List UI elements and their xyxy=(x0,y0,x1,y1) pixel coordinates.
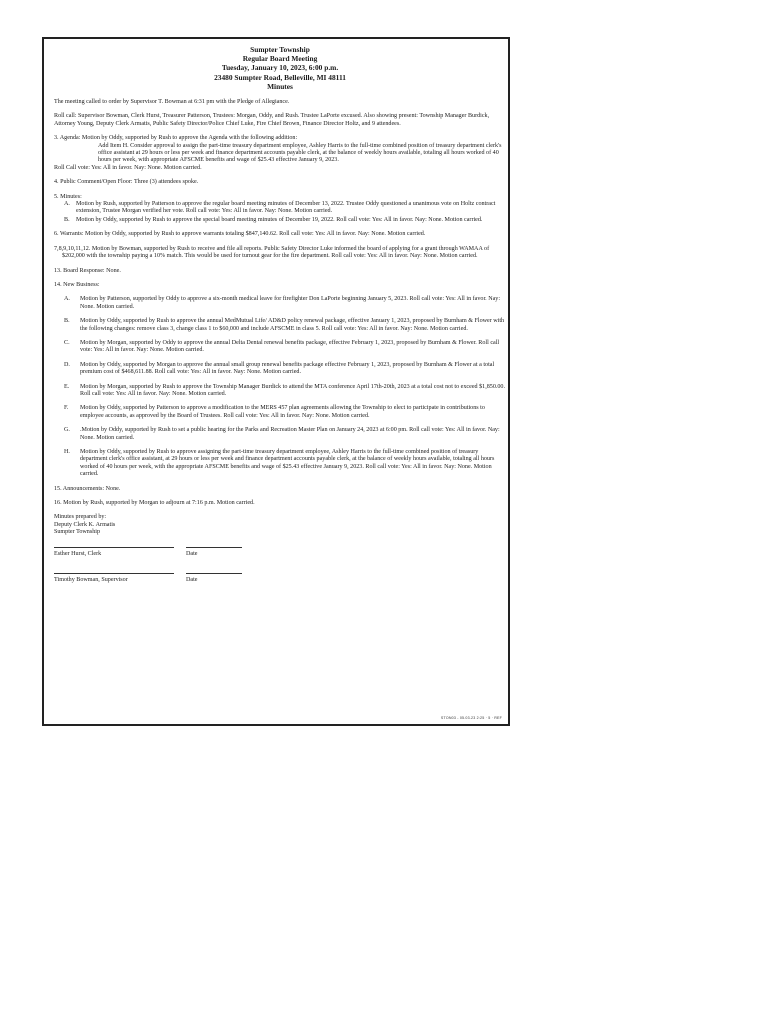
new-business-item-letter: D. xyxy=(64,361,70,368)
new-business-item-text: Motion by Oddy, supported by Rush to approve assigning the part-time treasury department employee, Ashley Harris to the full-time combined position of treasury department clerk's office assistant, at 29 hours or less per week and finance department accounts payable clerk, at the balance of weekly hours available, totaling all hours worked of 40 hours per week, with the appropriate AFSCME benefits and wage of $25.43 effective January 9, 2023. Roll call vote: Yes: All in favor. Nay: None. Motion carried. xyxy=(80,449,495,478)
prepared-by-name: Deputy Clerk K. Armatis xyxy=(54,521,116,528)
public-comment: 4. Public Comment/Open Floor: Three (3) attendees spoke. xyxy=(54,179,199,186)
new-business-item xyxy=(54,384,506,399)
new-business-item-text: Motion by Morgan, supported by Oddy to approve the annual Delta Dental renewal benefits package, effective February 1, 2023, proposed by Burnham & Flower. Roll call vote: Yes: All in favor. Nay: None. Motion carried. xyxy=(80,339,500,354)
new-business-item-text: Motion by Oddy, supported by Patterson to approve a modification to the MERS 457 plan agreements allowing the Township to elect to participate in contributions to employee accounts, as approved by the Board of Trustees. Roll call vote: Yes: All in favor. Nay: None. Motion carried. xyxy=(80,405,485,419)
new-business-item xyxy=(54,405,506,420)
new-business-item xyxy=(54,449,506,479)
agenda-intro: 3. Agenda: Motion by Oddy, supported by Rush to approve the Agenda with the following addition: xyxy=(54,135,298,142)
date-line xyxy=(186,573,242,574)
new-business-item-letter: G. xyxy=(64,427,70,434)
minutes-item xyxy=(54,217,506,224)
minutes-item-text: Motion by Rush, supported by Patterson to approve the regular board meeting minutes of December 13, 2022. Trustee Oddy questioned a unanimous vote on Holtz contract extension, Trustee Morgan verified her vote. Roll call vote: Yes: All in favor. Nay: None. Motion carried. xyxy=(76,201,496,215)
announcements: 15. Announcements: None. xyxy=(54,485,121,492)
new-business-item xyxy=(54,362,506,377)
new-business-item xyxy=(54,340,506,355)
signature-line xyxy=(54,547,174,548)
new-business-item xyxy=(54,296,506,311)
minutes-title: 5. Minutes: xyxy=(54,193,82,200)
prepared-by-label: Minutes prepared by: xyxy=(54,514,107,521)
signature-line xyxy=(54,573,174,574)
agenda-vote: Roll Call vote: Yes: All in favor. Nay: None. Motion carried. xyxy=(54,164,202,171)
agenda-addition: Add Item H. Consider approval to assign the part-time treasury department employee, Ashley Harris to the full-time combined position of treasury department clerk's office assistant at 29 hours or less per week and finance department accounts payable clerk, at the balance of weekly hours available, totaling all hours worked of 40 hours per week, with appropriate AFSCME benefits and wage of $25.43 effective January 9, 2023. xyxy=(98,142,502,164)
meeting-type: Regular Board Meeting xyxy=(242,54,318,64)
date-label: Date xyxy=(186,550,198,557)
agenda-section xyxy=(54,135,506,172)
reports: 7,8,9,10,11,12. Motion by Bowman, supported by Rush to receive and file all reports. Public Safety Director Luke informed the board of applying for a grant through WAMAA of $202,000 with the township paying a 10% match. This would be used for turnout gear for the fire department. Roll call vote: Yes: All in favor. Nay: None. Motion carried. xyxy=(54,245,490,260)
new-business-item-letter: H. xyxy=(64,449,70,456)
warrants: 6. Warrants: Motion by Oddy, supported by Rush to approve warrants totaling $847,140.62. Roll call vote: Yes: All in favor. Nay: None. Motion carried. xyxy=(54,231,426,238)
new-business-item-letter: B. xyxy=(64,318,70,325)
date-label: Date xyxy=(186,576,198,583)
footer-code: STON03 - 05.03.23 2:25 · 5 · REF xyxy=(440,716,502,720)
new-business-item-text: Motion by Oddy, supported by Rush to approve the annual MedMutual Life/ AD&D policy renewal package, effective January 1, 2023, proposed by Burnham & Flower with the following changes: remove class 3, change class 1 to $60,000 and include AFSCME in class 5. Roll call vote: Yes: All in favor. Nay: None. Motion carried. xyxy=(80,318,505,332)
signature-row-clerk xyxy=(54,545,506,567)
signature-row-supervisor xyxy=(54,571,506,593)
new-business-item-text: Motion by Oddy, supported by Morgan to approve the annual small group renewal benefits package effective February 1, 2023, proposed by Burnham & Flower at a total premium cost of $468,611.88. Roll call vote: Yes: All in favor. Nay: None. Motion carried. xyxy=(80,361,495,376)
board-response: 13. Board Response: None. xyxy=(54,267,121,274)
roll-call: Roll call: Supervisor Bowman, Clerk Hurst, Treasurer Patterson, Trustees: Morgan, Oddy, and Rush. Trustee LaPorte excused. Also showing present: Township Manager Burdick, Attorney Young, Deputy Clerk Armatis, Public Safety Director/Police Chief Luke, Fire Chief Brown, Finance Director Holtz, and 9 attendees. xyxy=(54,113,490,127)
signature-name: Timothy Bowman, Supervisor xyxy=(54,576,128,583)
new-business-item xyxy=(54,427,506,442)
adjournment: 16. Motion by Rush, supported by Morgan to adjourn at 7:16 p.m. Motion carried. xyxy=(54,500,255,507)
new-business-item-letter: A. xyxy=(64,296,70,303)
new-business-item-text: Motion by Patterson, supported by Oddy to approve a six-month medical leave for firefighter Don LaPorte beginning January 5, 2023. Roll call vote: Yes: All in favor. Nay: None. Motion carried. xyxy=(80,296,501,310)
new-business-item-letter: F. xyxy=(64,405,69,412)
new-business-item-letter: C. xyxy=(64,339,70,346)
prepared-by-org: Sumpter Township xyxy=(54,529,101,536)
minutes-item-letter: A. xyxy=(64,201,70,208)
call-to-order: The meeting called to order by Supervisor T. Bowman at 6:31 pm with the Pledge of Allegiance. xyxy=(54,99,290,106)
document-title: Minutes xyxy=(267,81,293,91)
meeting-address: 23480 Sumpter Road, Belleville, MI 48111 xyxy=(214,72,346,82)
prepared-by xyxy=(54,514,506,536)
meeting-date: Tuesday, January 10, 2023, 6:00 p.m. xyxy=(221,63,339,73)
minutes-section xyxy=(54,194,506,225)
new-business-item-text: Motion by Morgan, supported by Rush to approve the Township Manager Burdick to attend the MTA conference April 17th-20th, 2023 at a total cost not to exceed $1,850.00. Roll call vote: Yes: All in favor. Nay: None. Motion carried. xyxy=(80,383,506,397)
document-header xyxy=(54,45,506,91)
new-business-item-letter: E. xyxy=(64,383,70,390)
new-business-title: 14. New Business: xyxy=(54,281,100,288)
new-business-item-text: .Motion by Oddy, supported by Rush to set a public hearing for the Parks and Recreation Master Plan on January 24, 2023 at 6:00 pm. Roll call vote: Yes: All in favor. Nay: None. Motion carried. xyxy=(80,427,500,441)
minutes-item xyxy=(54,201,506,216)
signature-name: Esther Hurst, Clerk xyxy=(54,550,102,557)
minutes-item-letter: B. xyxy=(64,216,70,223)
new-business-section xyxy=(54,282,506,479)
date-line xyxy=(186,547,242,548)
document-page xyxy=(42,37,510,726)
minutes-item-text: Motion by Oddy, supported by Rush to approve the special board meeting minutes of December 19, 2022. Roll call vote: Yes: All in favor. Nay: None. Motion carried. xyxy=(76,216,483,223)
township-name: Sumpter Township xyxy=(250,45,310,54)
document-body xyxy=(54,45,506,593)
new-business-item xyxy=(54,318,506,333)
